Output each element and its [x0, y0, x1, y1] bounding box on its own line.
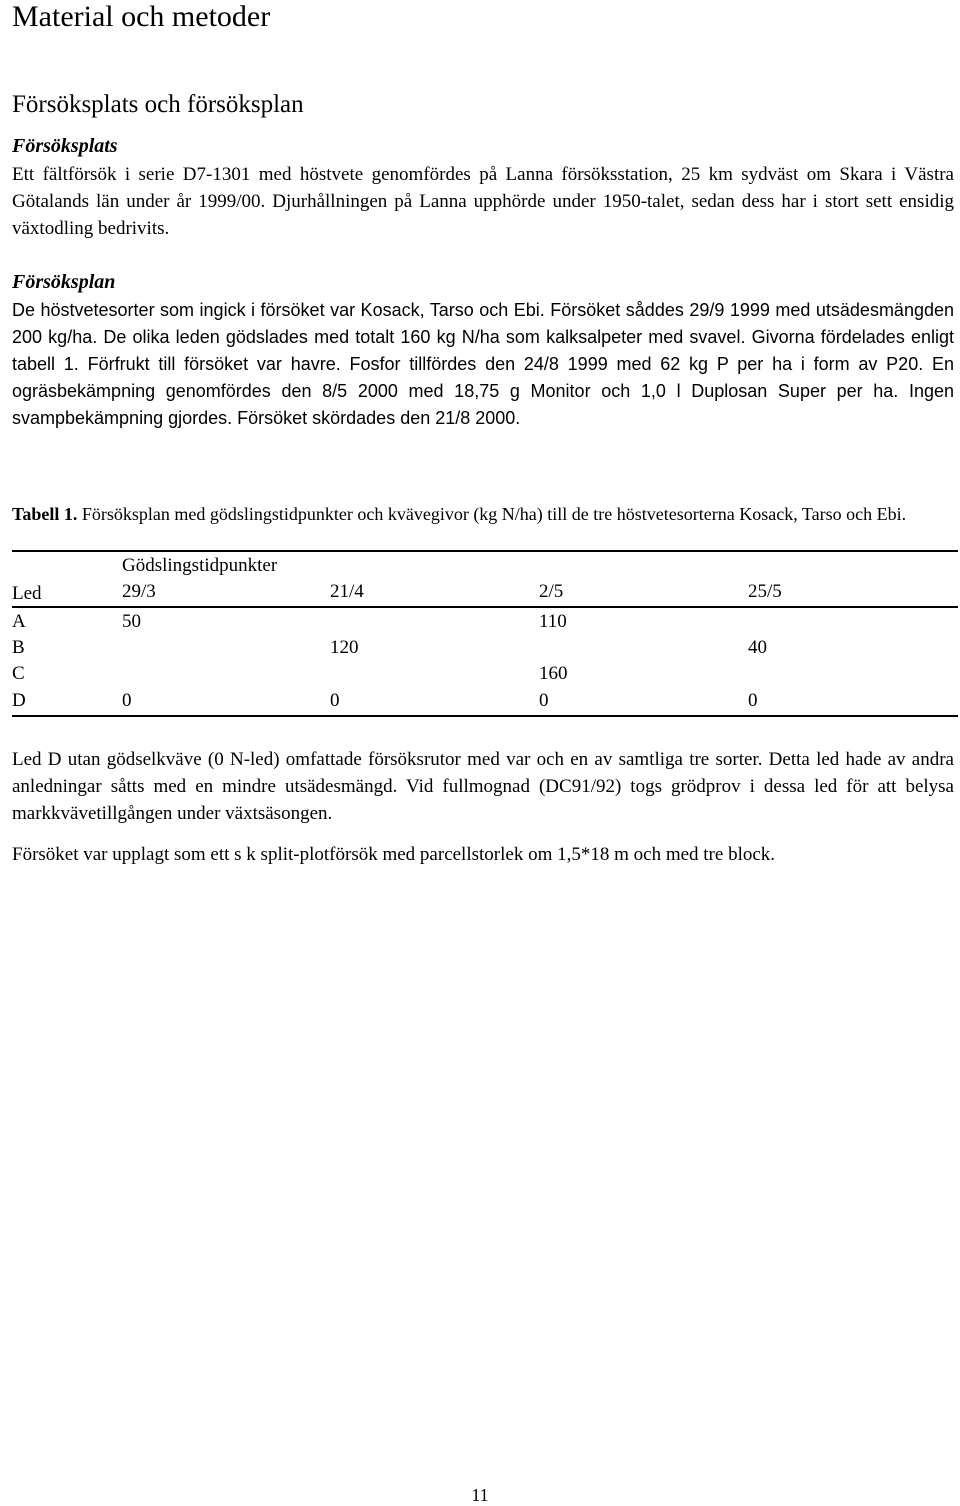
paragraph-split-plot: Försöket var upplagt som ett s k split-plotförsök med parcellstorlek om 1,5*18 m och med tre block. [12, 844, 776, 865]
table-group-header: Gödslingstidpunkter [122, 555, 278, 576]
table-header-col4: 25/5 [748, 581, 782, 602]
page-number: 11 [471, 1485, 489, 1505]
table-row-a-col1: 50 [122, 611, 141, 632]
table-row-b-label: B [12, 637, 25, 658]
table-bottom-rule [12, 715, 958, 717]
table-header-col3: 2/5 [539, 581, 564, 602]
table-row-d-label: D [12, 690, 26, 711]
table-caption [12, 502, 954, 526]
paragraph-forsoksplats: Ett fältförsök i serie D7-1301 med höstvete genomfördes på Lanna försöksstation, 25 km sydväst om Skara i Västra Götalands län under år 1999/00. Djurhållningen på Lanna upphörde under 1950-talet, sedan dess har i stort sett ensidig växtodling bedrivits. [12, 164, 954, 239]
table-caption-text: Försöksplan med gödslingstidpunkter och kvävegivor (kg N/ha) till de tre höstvetesorterna Kosack, Tarso och Ebi. [77, 504, 907, 524]
table-row-a-col3: 110 [539, 611, 567, 632]
subheading-forsoksplan: Försöksplan [12, 271, 116, 293]
paragraph-forsoksplan: De höstvetesorter som ingick i försöket var Kosack, Tarso och Ebi. Försöket såddes 29/9 1999 med utsädesmängden 200 kg/ha. De olika leden gödslades med totalt 160 kg N/ha som kalksalpeter med svavel. Givorna fördelades enligt tabell 1. Förfrukt till försöket var havre. Fosfor tillfördes den 24/8 1999 med 62 kg P per ha i form av P20. En ogräsbekämpning genomfördes den 8/5 2000 med 18,75 g Monitor och 1,0 l Duplosan Super per ha. Ingen svampbekämpning gjordes. Försöket skördades den 21/8 2000. [12, 300, 954, 428]
section-heading: Försöksplats och försöksplan [12, 91, 304, 118]
table-header-col2: 21/4 [330, 581, 364, 602]
table-header-col1: 29/3 [122, 581, 156, 602]
table-header-led: Led [12, 583, 42, 604]
table-row-a-label: A [12, 611, 26, 632]
table-row-c-label: C [12, 663, 25, 684]
page-title: Material och metoder [12, 0, 271, 33]
table-row-d-col2: 0 [330, 690, 340, 711]
table-row-b-col4: 40 [748, 637, 767, 658]
table-row-b-col2: 120 [330, 637, 359, 658]
table-row-c-col3: 160 [539, 663, 568, 684]
table-row-d-col4: 0 [748, 690, 758, 711]
table-header-rule [12, 606, 958, 608]
table-row-d-col3: 0 [539, 690, 549, 711]
subheading-forsoksplats: Försöksplats [12, 135, 118, 157]
table-caption-label: Tabell 1. [12, 504, 78, 524]
table-row-d-col1: 0 [122, 690, 132, 711]
table-top-rule [12, 550, 958, 552]
paragraph-led-d: Led D utan gödselkväve (0 N-led) omfattade försöksrutor med var och en av samtliga tre sorter. Detta led hade av andra anledningar såtts med en mindre utsädesmängd. Vid fullmognad (DC91/92) togs grödprov i dessa led för att belysa markkvävetillgången under växtsäsongen. [12, 749, 954, 824]
